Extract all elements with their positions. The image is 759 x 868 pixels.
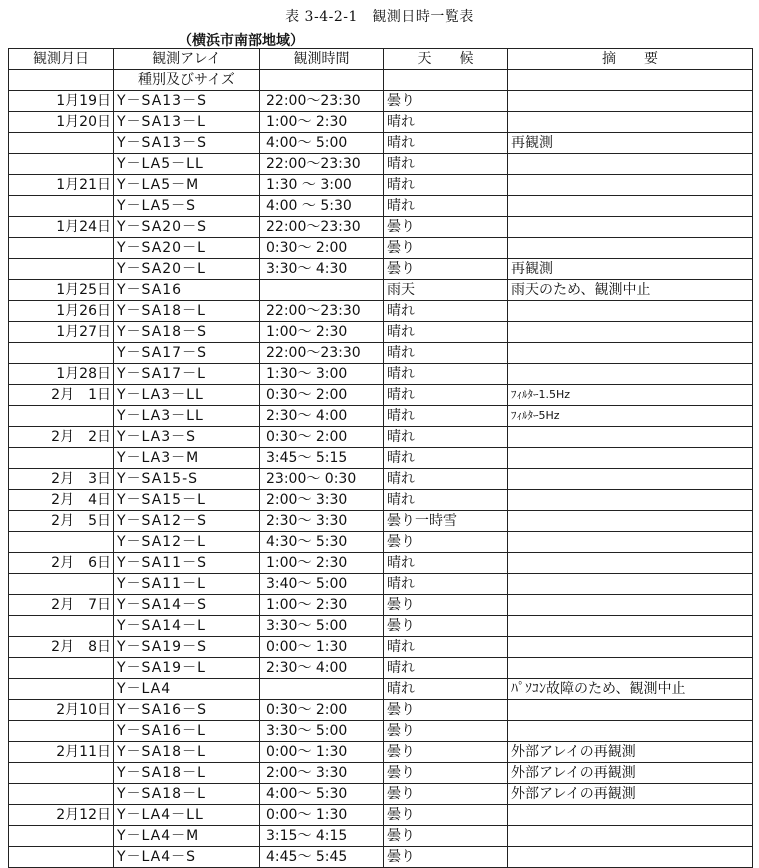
table-row bbox=[9, 637, 753, 658]
cell-remarks bbox=[508, 553, 753, 574]
header-time: 観測時間 bbox=[260, 49, 384, 70]
cell-weather: 晴れ bbox=[384, 133, 508, 154]
cell-date bbox=[9, 154, 114, 175]
cell-weather: 雨天 bbox=[384, 280, 508, 301]
cell-date: 1月27日 bbox=[9, 322, 114, 343]
cell-weather: 曇り bbox=[384, 700, 508, 721]
cell-weather: 曇り一時雪 bbox=[384, 511, 508, 532]
cell-remarks: 再観測 bbox=[508, 259, 753, 280]
table-row bbox=[9, 406, 753, 427]
cell-remarks bbox=[508, 826, 753, 847]
header-row bbox=[9, 49, 753, 70]
cell-remarks: ﾊﾟｿｺﾝ故障のため、観測中止 bbox=[508, 679, 753, 700]
cell-array: Y－SA20－L bbox=[114, 238, 260, 259]
cell-date bbox=[9, 721, 114, 742]
table-row bbox=[9, 280, 753, 301]
cell-array: Y－SA16－L bbox=[114, 721, 260, 742]
cell-time: 4:30～ 5:30 bbox=[260, 532, 384, 553]
table-row bbox=[9, 784, 753, 805]
cell-time: 22:00～23:30 bbox=[260, 343, 384, 364]
cell-weather: 晴れ bbox=[384, 364, 508, 385]
cell-weather: 曇り bbox=[384, 847, 508, 868]
cell-weather: 曇り bbox=[384, 217, 508, 238]
cell-remarks bbox=[508, 532, 753, 553]
cell-remarks bbox=[508, 700, 753, 721]
cell-array: Y－SA15-S bbox=[114, 469, 260, 490]
header-remarks: 摘 要 bbox=[508, 49, 753, 70]
cell-weather: 晴れ bbox=[384, 679, 508, 700]
cell-date: 2月 5日 bbox=[9, 511, 114, 532]
cell-time: 1:00～ 2:30 bbox=[260, 322, 384, 343]
cell-remarks bbox=[508, 469, 753, 490]
cell-array: Y－LA5－S bbox=[114, 196, 260, 217]
cell-weather: 曇り bbox=[384, 532, 508, 553]
cell-weather: 晴れ bbox=[384, 658, 508, 679]
cell-time: 4:45～ 5:45 bbox=[260, 847, 384, 868]
cell-time: 2:30～ 3:30 bbox=[260, 511, 384, 532]
cell-time: 4:00 ～ 5:30 bbox=[260, 196, 384, 217]
cell-time: 0:30～ 2:00 bbox=[260, 238, 384, 259]
cell-date: 2月 1日 bbox=[9, 385, 114, 406]
header-date: 観測月日 bbox=[9, 49, 114, 70]
cell-time bbox=[260, 280, 384, 301]
cell-array: Y－SA14－L bbox=[114, 616, 260, 637]
cell-remarks bbox=[508, 511, 753, 532]
cell-date bbox=[9, 532, 114, 553]
cell-time: 23:00～ 0:30 bbox=[260, 469, 384, 490]
table-row bbox=[9, 847, 753, 868]
cell-date bbox=[9, 406, 114, 427]
cell-time: 3:30～ 4:30 bbox=[260, 259, 384, 280]
cell-array: Y－LA4－M bbox=[114, 826, 260, 847]
cell-time: 0:30～ 2:00 bbox=[260, 700, 384, 721]
cell-weather: 晴れ bbox=[384, 427, 508, 448]
table-row bbox=[9, 322, 753, 343]
cell-remarks bbox=[508, 301, 753, 322]
cell-date: 2月 3日 bbox=[9, 469, 114, 490]
header-weather-sub bbox=[384, 70, 508, 91]
table-row bbox=[9, 742, 753, 763]
cell-array: Y－SA13－S bbox=[114, 133, 260, 154]
cell-remarks bbox=[508, 574, 753, 595]
header-date-sub bbox=[9, 70, 114, 91]
cell-date bbox=[9, 238, 114, 259]
cell-time: 0:00～ 1:30 bbox=[260, 637, 384, 658]
table-row bbox=[9, 595, 753, 616]
observation-schedule-table bbox=[8, 48, 753, 868]
table-row bbox=[9, 532, 753, 553]
cell-time bbox=[260, 679, 384, 700]
header-array: 観測アレイ bbox=[114, 49, 260, 70]
header-sub-row bbox=[9, 70, 753, 91]
cell-date: 1月28日 bbox=[9, 364, 114, 385]
cell-date bbox=[9, 847, 114, 868]
cell-time: 22:00～23:30 bbox=[260, 301, 384, 322]
cell-array: Y－SA20－S bbox=[114, 217, 260, 238]
cell-weather: 晴れ bbox=[384, 196, 508, 217]
cell-remarks bbox=[508, 448, 753, 469]
cell-remarks bbox=[508, 721, 753, 742]
table-row bbox=[9, 385, 753, 406]
cell-time: 0:30～ 2:00 bbox=[260, 385, 384, 406]
cell-weather: 曇り bbox=[384, 259, 508, 280]
cell-date: 1月25日 bbox=[9, 280, 114, 301]
cell-array: Y－LA5－M bbox=[114, 175, 260, 196]
cell-date bbox=[9, 679, 114, 700]
cell-time: 1:30～ 3:00 bbox=[260, 364, 384, 385]
cell-date bbox=[9, 763, 114, 784]
cell-remarks: 外部アレイの再観測 bbox=[508, 742, 753, 763]
cell-weather: 曇り bbox=[384, 742, 508, 763]
table-row bbox=[9, 679, 753, 700]
cell-date: 2月 4日 bbox=[9, 490, 114, 511]
cell-weather: 曇り bbox=[384, 595, 508, 616]
cell-array: Y－SA19－L bbox=[114, 658, 260, 679]
cell-array: Y－SA18－L bbox=[114, 742, 260, 763]
cell-date bbox=[9, 658, 114, 679]
cell-array: Y－LA3－S bbox=[114, 427, 260, 448]
cell-weather: 曇り bbox=[384, 826, 508, 847]
cell-weather: 晴れ bbox=[384, 175, 508, 196]
table-row bbox=[9, 217, 753, 238]
table-row bbox=[9, 826, 753, 847]
cell-array: Y－LA4 bbox=[114, 679, 260, 700]
cell-array: Y－SA13－S bbox=[114, 91, 260, 112]
cell-time: 22:00～23:30 bbox=[260, 217, 384, 238]
cell-remarks: 雨天のため、観測中止 bbox=[508, 280, 753, 301]
table-row bbox=[9, 721, 753, 742]
table-row bbox=[9, 700, 753, 721]
table-body bbox=[9, 91, 753, 868]
cell-remarks bbox=[508, 658, 753, 679]
cell-time: 3:15～ 4:15 bbox=[260, 826, 384, 847]
cell-remarks bbox=[508, 112, 753, 133]
table-title: 表 3-4-2-1 観測日時一覧表 bbox=[285, 9, 474, 25]
cell-time: 2:00～ 3:30 bbox=[260, 490, 384, 511]
cell-time: 3:30～ 5:00 bbox=[260, 721, 384, 742]
cell-time: 0:00～ 1:30 bbox=[260, 805, 384, 826]
cell-date: 1月24日 bbox=[9, 217, 114, 238]
table-row bbox=[9, 469, 753, 490]
table-header bbox=[9, 49, 753, 91]
cell-remarks: 再観測 bbox=[508, 133, 753, 154]
cell-array: Y－SA19－S bbox=[114, 637, 260, 658]
header-array-sub: 種別及びサイズ bbox=[114, 70, 260, 91]
cell-weather: 晴れ bbox=[384, 574, 508, 595]
cell-time: 0:00～ 1:30 bbox=[260, 742, 384, 763]
cell-remarks bbox=[508, 595, 753, 616]
cell-weather: 晴れ bbox=[384, 448, 508, 469]
header-time-sub bbox=[260, 70, 384, 91]
cell-array: Y－SA18－L bbox=[114, 784, 260, 805]
cell-date bbox=[9, 343, 114, 364]
table-row bbox=[9, 805, 753, 826]
cell-remarks bbox=[508, 154, 753, 175]
cell-remarks bbox=[508, 364, 753, 385]
cell-array: Y－LA4－LL bbox=[114, 805, 260, 826]
cell-weather: 曇り bbox=[384, 721, 508, 742]
table-row bbox=[9, 259, 753, 280]
cell-time: 1:00～ 2:30 bbox=[260, 595, 384, 616]
table-row bbox=[9, 154, 753, 175]
cell-weather: 晴れ bbox=[384, 301, 508, 322]
cell-date: 1月21日 bbox=[9, 175, 114, 196]
cell-time: 1:30 ～ 3:00 bbox=[260, 175, 384, 196]
table-row bbox=[9, 238, 753, 259]
cell-weather: 曇り bbox=[384, 784, 508, 805]
cell-weather: 晴れ bbox=[384, 490, 508, 511]
header-weather: 天 候 bbox=[384, 49, 508, 70]
table-row bbox=[9, 553, 753, 574]
cell-remarks: ﾌｨﾙﾀｰ5Hz bbox=[508, 406, 753, 427]
cell-date: 1月19日 bbox=[9, 91, 114, 112]
cell-time: 2:30～ 4:00 bbox=[260, 406, 384, 427]
cell-time: 4:00～ 5:00 bbox=[260, 133, 384, 154]
cell-array: Y－SA18－L bbox=[114, 763, 260, 784]
cell-time: 4:00～ 5:30 bbox=[260, 784, 384, 805]
table-row bbox=[9, 427, 753, 448]
cell-time: 2:00～ 3:30 bbox=[260, 763, 384, 784]
cell-weather: 曇り bbox=[384, 805, 508, 826]
cell-weather: 曇り bbox=[384, 238, 508, 259]
cell-remarks bbox=[508, 238, 753, 259]
header-remarks-sub bbox=[508, 70, 753, 91]
cell-array: Y－SA20－L bbox=[114, 259, 260, 280]
cell-date bbox=[9, 574, 114, 595]
cell-date: 2月 8日 bbox=[9, 637, 114, 658]
cell-weather: 晴れ bbox=[384, 343, 508, 364]
cell-remarks bbox=[508, 91, 753, 112]
cell-remarks bbox=[508, 805, 753, 826]
cell-weather: 晴れ bbox=[384, 406, 508, 427]
cell-array: Y－SA17－S bbox=[114, 343, 260, 364]
cell-remarks bbox=[508, 427, 753, 448]
cell-date bbox=[9, 259, 114, 280]
cell-date: 2月 7日 bbox=[9, 595, 114, 616]
cell-array: Y－LA4－S bbox=[114, 847, 260, 868]
table-row bbox=[9, 511, 753, 532]
cell-remarks: ﾌｨﾙﾀｰ1.5Hz bbox=[508, 385, 753, 406]
cell-date bbox=[9, 616, 114, 637]
cell-array: Y－SA13－L bbox=[114, 112, 260, 133]
table-row bbox=[9, 301, 753, 322]
table-row bbox=[9, 448, 753, 469]
cell-array: Y－SA11－L bbox=[114, 574, 260, 595]
cell-remarks bbox=[508, 616, 753, 637]
region-subtitle: （横浜市南部地域） bbox=[178, 33, 304, 49]
cell-remarks bbox=[508, 343, 753, 364]
cell-time: 1:00～ 2:30 bbox=[260, 553, 384, 574]
cell-time: 3:45～ 5:15 bbox=[260, 448, 384, 469]
cell-weather: 晴れ bbox=[384, 154, 508, 175]
cell-weather: 晴れ bbox=[384, 112, 508, 133]
cell-time: 0:30～ 2:00 bbox=[260, 427, 384, 448]
cell-date: 2月12日 bbox=[9, 805, 114, 826]
cell-time: 2:30～ 4:00 bbox=[260, 658, 384, 679]
cell-date bbox=[9, 133, 114, 154]
cell-array: Y－LA5－LL bbox=[114, 154, 260, 175]
cell-remarks bbox=[508, 175, 753, 196]
cell-time: 3:30～ 5:00 bbox=[260, 616, 384, 637]
table-row bbox=[9, 364, 753, 385]
table-row bbox=[9, 616, 753, 637]
table-row bbox=[9, 490, 753, 511]
cell-remarks bbox=[508, 322, 753, 343]
table-row bbox=[9, 133, 753, 154]
cell-date: 2月 6日 bbox=[9, 553, 114, 574]
cell-array: Y－SA14－S bbox=[114, 595, 260, 616]
cell-array: Y－LA3－LL bbox=[114, 385, 260, 406]
cell-array: Y－LA3－M bbox=[114, 448, 260, 469]
cell-date: 1月20日 bbox=[9, 112, 114, 133]
cell-date: 2月10日 bbox=[9, 700, 114, 721]
table-row bbox=[9, 658, 753, 679]
cell-array: Y－SA15－L bbox=[114, 490, 260, 511]
cell-array: Y－LA3－LL bbox=[114, 406, 260, 427]
cell-remarks: 外部アレイの再観測 bbox=[508, 784, 753, 805]
table-row bbox=[9, 343, 753, 364]
cell-date bbox=[9, 196, 114, 217]
cell-weather: 曇り bbox=[384, 763, 508, 784]
cell-time: 3:40～ 5:00 bbox=[260, 574, 384, 595]
table-row bbox=[9, 91, 753, 112]
cell-weather: 晴れ bbox=[384, 553, 508, 574]
table-row bbox=[9, 175, 753, 196]
table-row bbox=[9, 112, 753, 133]
cell-date bbox=[9, 784, 114, 805]
cell-remarks bbox=[508, 637, 753, 658]
table-row bbox=[9, 763, 753, 784]
cell-time: 1:00～ 2:30 bbox=[260, 112, 384, 133]
cell-array: Y－SA12－L bbox=[114, 532, 260, 553]
cell-remarks bbox=[508, 196, 753, 217]
cell-array: Y－SA16 bbox=[114, 280, 260, 301]
cell-remarks: 外部アレイの再観測 bbox=[508, 763, 753, 784]
cell-date: 2月11日 bbox=[9, 742, 114, 763]
cell-weather: 晴れ bbox=[384, 637, 508, 658]
cell-array: Y－SA18－S bbox=[114, 322, 260, 343]
cell-time: 22:00～23:30 bbox=[260, 91, 384, 112]
cell-date: 2月 2日 bbox=[9, 427, 114, 448]
table-row bbox=[9, 574, 753, 595]
cell-remarks bbox=[508, 217, 753, 238]
cell-array: Y－SA18－L bbox=[114, 301, 260, 322]
cell-array: Y－SA17－L bbox=[114, 364, 260, 385]
cell-array: Y－SA12－S bbox=[114, 511, 260, 532]
cell-array: Y－SA16－S bbox=[114, 700, 260, 721]
cell-remarks bbox=[508, 847, 753, 868]
table-row bbox=[9, 196, 753, 217]
cell-date bbox=[9, 448, 114, 469]
cell-weather: 晴れ bbox=[384, 385, 508, 406]
cell-weather: 晴れ bbox=[384, 322, 508, 343]
cell-date: 1月26日 bbox=[9, 301, 114, 322]
cell-array: Y－SA11－S bbox=[114, 553, 260, 574]
cell-time: 22:00～23:30 bbox=[260, 154, 384, 175]
cell-weather: 曇り bbox=[384, 616, 508, 637]
cell-weather: 曇り bbox=[384, 91, 508, 112]
cell-date bbox=[9, 826, 114, 847]
cell-weather: 晴れ bbox=[384, 469, 508, 490]
cell-remarks bbox=[508, 490, 753, 511]
